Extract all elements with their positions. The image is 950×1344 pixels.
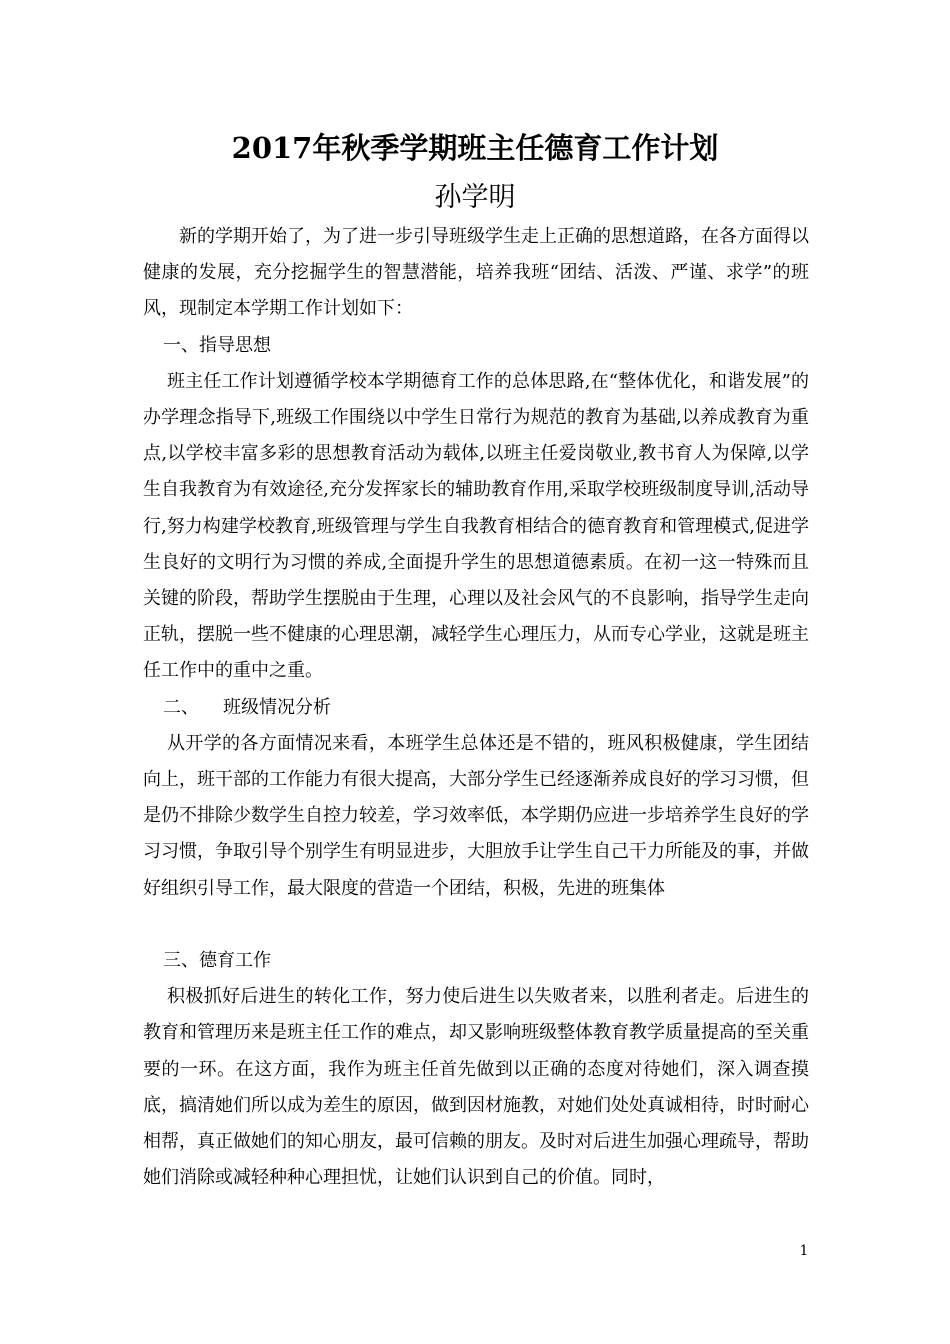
section-heading-number: 一、: [163, 334, 199, 356]
section-heading-guiding-thought: [143, 328, 809, 364]
section-paragraph-class-analysis: 从开学的各方面情况来看，本班学生总体还是不错的，班风积极健康，学生团结向上，班干部的工作能力有很大提高，大部分学生已经逐渐养成良好的学习习惯，但是仍不排除少数学生自控力较差，学习效率低，本学期仍应进一步培养学生良好的学习习惯，争取引导个别学生有明显进步，大胆放手让学生自己干力所能及的事，并做好组织引导工作，最大限度的营造一个团结，积极，先进的班集体: [143, 732, 809, 899]
section-heading-text: 指导思想: [199, 334, 271, 356]
section-heading-moral-education: [143, 943, 809, 979]
intro-paragraph: 新的学期开始了，为了进一步引导班级学生走上正确的思想道路，在各方面得以健康的发展，充分挖掘学生的智慧潜能，培养我班“团结、活泼、严谨、求学”的班风，现制定本学期工作计划如下：: [143, 226, 809, 320]
document-title: 2017年秋季学期班主任德育工作计划: [231, 131, 719, 165]
section-paragraph-moral-education: 积极抓好后进生的转化工作，努力使后进生以失败者来，以胜利者走。后进生的教育和管理历来是班主任工作的难点，却又影响班级整体教育教学质量提高的至关重要的一环。在这方面，我作为班主任首先做到以正确的态度对待她们，深入调查摸底，搞清她们所以成为差生的原因，做到因材施教，对她们处处真诚相待，时时耐心相帮，真正做她们的知心朋友，最可信赖的朋友。及时对后进生加强心理疏导，帮助她们消除或减轻种种心理担忧，让她们认识到自己的价值。同时，: [143, 986, 809, 1189]
document-author: 孙学明: [434, 182, 516, 213]
section-heading-class-analysis: [143, 690, 809, 726]
page-number: 1: [799, 1243, 809, 1259]
section-heading-number: 三、: [163, 950, 199, 972]
section-heading-number: 二、: [163, 696, 199, 718]
section-heading-text: 班级情况分析: [223, 696, 331, 718]
blank-line: [143, 907, 809, 943]
section-paragraph-guiding-thought: 班主任工作计划遵循学校本学期德育工作的总体思路,在“整体优化，和谐发展”的办学理念指导下,班级工作围绕以中学生日常行为规范的教育为基础,以养成教育为重点,以学校丰富多彩的思想教育活动为载体,以班主任爱岗敬业,教书育人为保障,以学生自我教育为有效途径,充分发挥家长的辅助教育作用,采取学校班级制度导训,活动导行,努力构建学校教育,班级管理与学生自我教育相结合的德育教育和管理模式,促进学生良好的文明行为习惯的养成,全面提升学生的思想道德素质。在初一这一特殊而且关键的阶段，帮助学生摆脱由于生理，心理以及社会风气的不良影响，指导学生走向正轨，摆脱一些不健康的心理思潮，减轻学生心理压力，从而专心学业，这就是班主任工作中的重中之重。: [143, 370, 809, 682]
section-heading-text: 德育工作: [199, 950, 271, 972]
document-body: [143, 219, 809, 1196]
